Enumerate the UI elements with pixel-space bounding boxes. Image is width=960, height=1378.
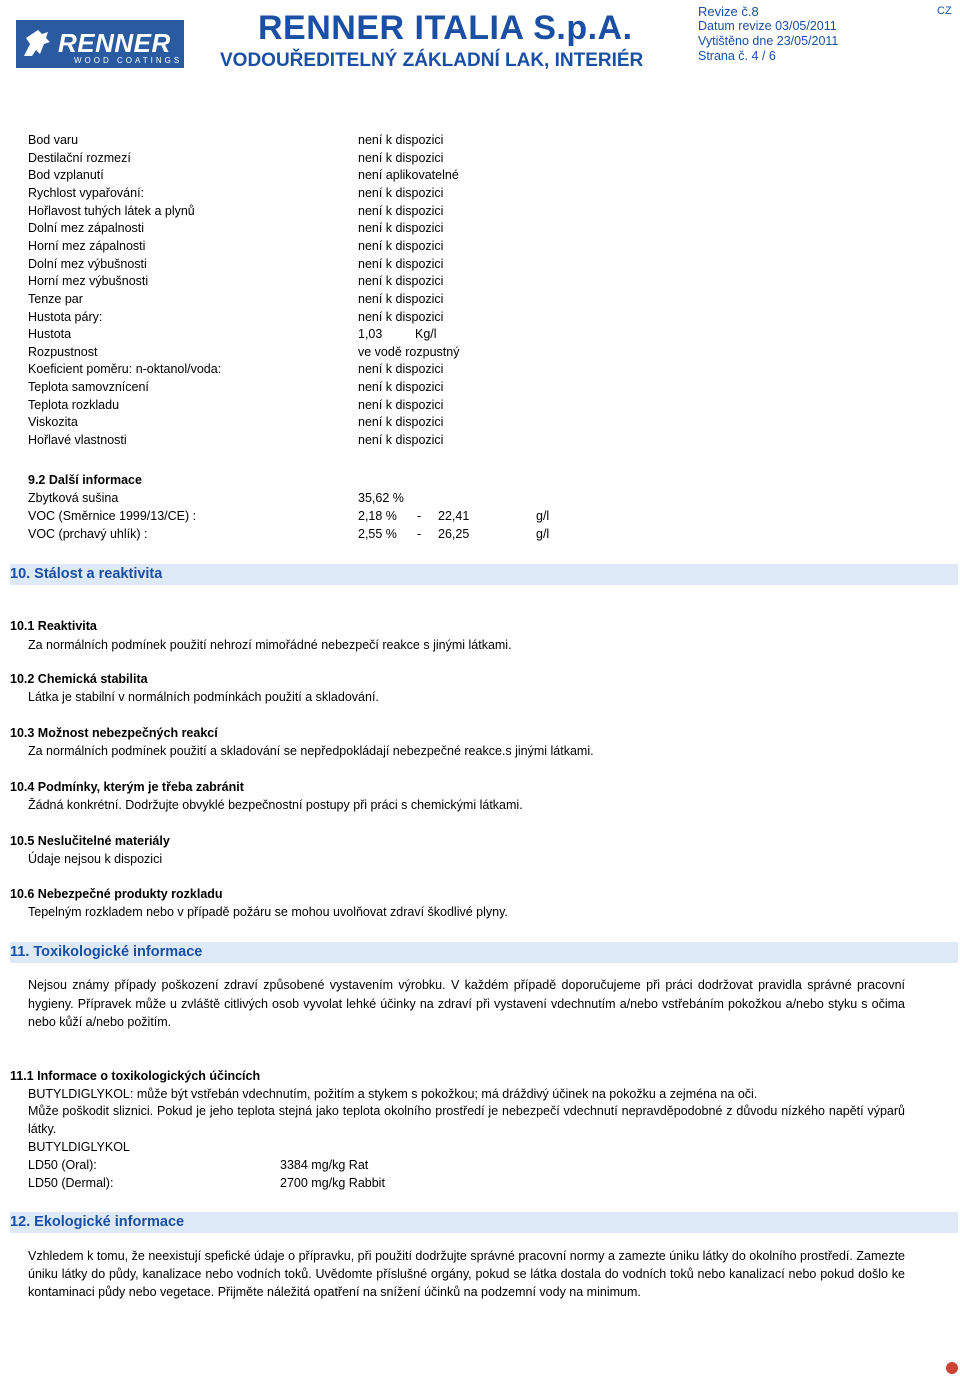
property-value: není k dispozici [358, 133, 444, 147]
section-10-header [10, 564, 958, 585]
property-value: není k dispozici [358, 185, 444, 200]
toxicology-intro: Nejsou známy případy poškození zdraví způsobené vystavením výrobku. V každém případě doporučujeme při práci dodržovat pravidla správné pracovní hygieny. Přípravek může u zvláště citlivých osob vyvolat lehké účinky na zdraví při vystavení vdechnutím a/nebo vstřebáním pokožkou a/nebo styku s očima nebo kůží a/nebo požitím. [28, 978, 905, 1029]
property-value: není k dispozici [358, 203, 444, 218]
property-value: není k dispozici [358, 397, 444, 412]
section-title: 11. Toxikologické informace [10, 944, 203, 960]
section-11-header [10, 942, 958, 963]
property-label: Koeficient poměru: n-oktanol/voda: [28, 362, 222, 377]
property-label: Bod vzplanutí [28, 168, 104, 183]
property-label: Hořlavé vlastnosti [28, 433, 127, 448]
revision-date: Datum revize 03/05/2011 [698, 19, 837, 33]
subsection-heading: 10.6 Nebezpečné produkty rozkladu [10, 887, 223, 901]
property-label: VOC (Směrnice 1999/13/CE) : [28, 509, 197, 523]
subsection-text: Za normálních podmínek použití nehrozí mimořádné nebezpečí reakce s jinými látkami. [28, 638, 512, 652]
property-value: není k dispozici [358, 150, 444, 165]
property-label: Tenze par [28, 291, 83, 306]
subsection-text: Látka je stabilní v normálních podmínkách použití a skladování. [28, 690, 379, 704]
page-header [0, 0, 960, 80]
property-value: není k dispozici [358, 274, 444, 289]
voc-value: 22,41 [438, 509, 470, 523]
renner-logo: RENNER WOOD COATINGS [16, 20, 184, 68]
property-value: 35,62 % [358, 491, 404, 505]
ld50-oral-row [28, 1156, 369, 1174]
voc-dash: - [417, 509, 422, 523]
subsection-heading: 10.4 Podmínky, kterým je třeba zabránit [10, 780, 244, 794]
property-label: Viskozita [28, 415, 78, 430]
subsection-heading: 10.2 Chemická stabilita [10, 672, 148, 686]
property-value: ve vodě rozpustný [358, 344, 460, 359]
ld50-label: LD50 (Dermal): [28, 1176, 114, 1190]
ld50-value: 2700 mg/kg Rabbit [280, 1176, 385, 1190]
property-label: Hustota [28, 327, 72, 342]
voc-carbon-row [28, 525, 728, 543]
property-value: není k dispozici [358, 380, 444, 395]
property-label: Teplota rozkladu [28, 397, 120, 412]
subsection-text: Tepelným rozkladem nebo v případě požáru se mohou uvolňovat zdraví škodlivé plyny. [28, 905, 508, 919]
property-value: není k dispozici [358, 291, 444, 306]
property-unit: Kg/l [415, 327, 437, 342]
property-value: není k dispozici [358, 256, 444, 271]
revision-info [698, 4, 838, 64]
subsection-text: Žádná konkrétní. Dodržujte obvyklé bezpečnostní postupy při práci s chemickými látkami. [28, 798, 523, 812]
property-value: není k dispozici [358, 238, 444, 253]
subsection-heading: 10.1 Reaktivita [10, 619, 97, 633]
property-label: Bod varu [28, 133, 79, 147]
property-value: není k dispozici [358, 309, 444, 324]
property-value: není k dispozici [358, 433, 444, 448]
corner-mark-icon [946, 1362, 958, 1374]
ld50-label: LD50 (Oral): [28, 1158, 97, 1172]
voc-directive-row [28, 507, 728, 525]
voc-percent: 2,55 % [358, 527, 397, 541]
section-12-header [10, 1212, 958, 1233]
property-label: Dolní mez výbušnosti [28, 256, 147, 271]
property-value: není k dispozici [358, 221, 444, 236]
voc-dash: - [417, 527, 422, 541]
language-code: CZ [937, 5, 952, 17]
property-label: Teplota samovznícení [28, 380, 149, 395]
substance-name: BUTYLDIGLYKOL [28, 1140, 130, 1154]
property-value: není aplikovatelné [358, 168, 459, 183]
voc-unit: g/l [536, 509, 550, 523]
subsection-text: Údaje nejsou k dispozici [28, 852, 163, 866]
property-label: Destilační rozmezí [28, 150, 131, 165]
page-number: Strana č. 4 / 6 [698, 49, 776, 63]
ld50-dermal-row [28, 1174, 385, 1192]
horse-icon [20, 26, 56, 62]
dry-matter-row [28, 489, 728, 507]
property-label: Hořlavost tuhých látek a plynů [28, 203, 195, 218]
company-name: RENNER ITALIA S.p.A. [258, 9, 633, 47]
revision-number: Revize č.8 [698, 4, 759, 19]
property-label: Dolní mez zápalnosti [28, 221, 145, 236]
ld50-value: 3384 mg/kg Rat [280, 1158, 369, 1172]
property-label: VOC (prchavý uhlík) : [28, 527, 148, 541]
subsection-heading: 10.3 Možnost nebezpečných reakcí [10, 726, 218, 740]
section-title: 12. Ekologické informace [10, 1214, 185, 1230]
voc-unit: g/l [536, 527, 550, 541]
subsection-text: Za normálních podmínek použití a skladování se nepředpokládají nebezpečné reakce.s jinými látkami. [28, 744, 594, 758]
product-name: VODOUŘEDITELNÝ ZÁKLADNÍ LAK, INTERIÉR [220, 50, 644, 71]
subsection-heading-9-2: 9.2 Další informace [28, 473, 142, 487]
property-value: není k dispozici [358, 362, 444, 377]
property-label: Zbytková sušina [28, 491, 119, 505]
property-label: Rychlost vypařování: [28, 185, 145, 200]
voc-percent: 2,18 % [358, 509, 397, 523]
voc-value: 26,25 [438, 527, 470, 541]
property-value: není k dispozici [358, 415, 444, 430]
toxicology-text: BUTYLDIGLYKOL: může být vstřebán vdechnutím, požitím a stykem s pokožkou; má dráždivý účinek na pokožku a zejména na oči. [28, 1087, 758, 1101]
toxicology-text: Může poškodit sliznici. Pokud je jeho teplota stejná jako teplota okolního prostředí je nebezpečí vdechnutí nepravděpodobné z důvodu nízkého napětí výparů látky. [28, 1104, 905, 1136]
subsection-heading: 10.5 Neslučitelné materiály [10, 834, 170, 848]
ecology-text: Vzhledem k tomu, že neexistují spefické údaje o přípravku, při použití dodržujte správné pracovní normy a zamezte úniku látky do okolního prostředí. Zamezte úniku látky do půdy, kanalizace nebo vodních toků. Uvědomte příslušné orgány, pokud se látka dostala do vodních toků nebo kanalizací nebo pokud došlo ke kontaminaci půdy nebo vegetace. Přijměte náležitá opatření na snížení účinků na podzemní vody na minimum. [28, 1249, 905, 1299]
property-label: Rozpustnost [28, 344, 98, 359]
property-label: Horní mez výbušnosti [28, 274, 149, 289]
property-value: 1,03 [358, 327, 383, 342]
property-label: Hustota páry: [28, 309, 103, 324]
section-title: 10. Stálost a reaktivita [10, 566, 163, 582]
subsection-heading: 11.1 Informace o toxikologických účincích [10, 1069, 261, 1083]
print-date: Vytištěno dne 23/05/2011 [698, 34, 839, 48]
property-label: Horní mez zápalnosti [28, 238, 146, 253]
